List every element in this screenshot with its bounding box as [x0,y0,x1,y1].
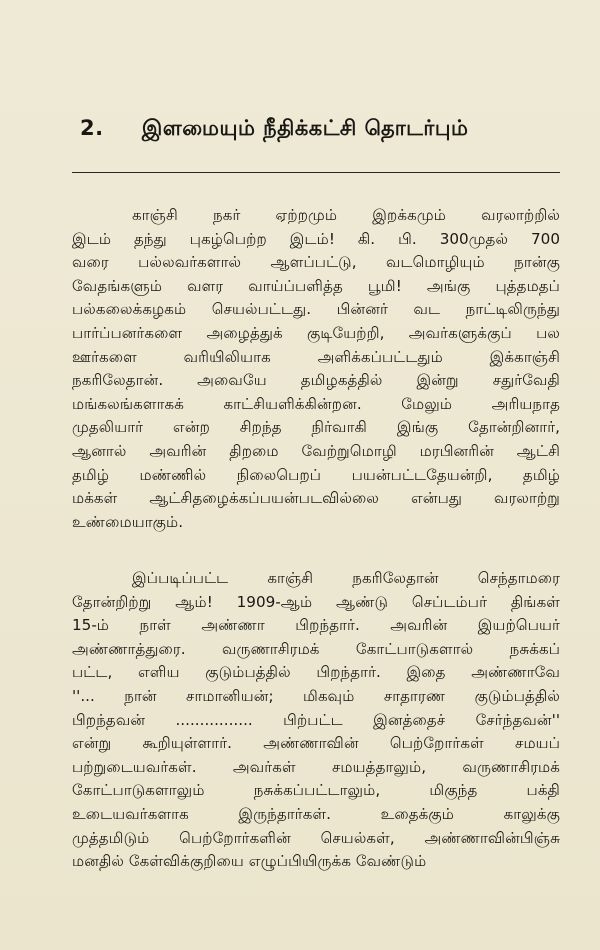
text-line: ஆனால் அவரின் திறமை வேற்றுமொழி மரபினரின் ஆட்சி [72,441,560,460]
text-line: ''... நான் சாமானியன்; மிகவும் சாதாரண குடும்பத்தில் [72,686,560,705]
text-line: நகரிலேதான். அவையே தமிழகத்தில் இன்று சதுர்வேதி [72,371,560,390]
text-line: உடையவர்களாக இருந்தார்கள். உதைக்கும் காலுக்கு [72,804,560,823]
text-line: காஞ்சி நகர் ஏற்றமும் இறக்கமும் வரலாற்றில் [132,206,560,224]
text-line: முதலியார் என்ற சிறந்த நிர்வாகி இங்கு தோன்றினார், [72,418,560,437]
heading-rule [72,172,560,173]
text-line: பல்கலைக்கழகம் செயல்பட்டது. பின்னர் வட நாட்டிலிருந்து [72,300,560,319]
text-line: தோன்றிற்று ஆம்! 1909-ஆம் ஆண்டு செப்டம்பர் திங்கள் [72,592,560,611]
text-line: வேதங்களும் வளர வாய்ப்பளித்த பூமி! அங்கு புத்தமதப் [72,276,560,295]
paragraph [72,204,560,534]
text-line: கோட்பாடுகளாலும் நசுக்கப்பட்டாலும், மிகுந்த பக்தி [72,781,560,800]
text-line: பட்ட, எளிய குடும்பத்தில் பிறந்தார். இதை அண்ணாவே [72,663,560,682]
text-line: பார்ப்பனர்களை அழைத்துக் குடியேற்றி, அவர்களுக்குப் பல [72,323,560,342]
text-line: மக்கள் ஆட்சிதழைக்கப்பயன்படவில்லை என்பது வரலாற்று [72,489,560,508]
text-line: பற்றுடையவர்கள். அவர்கள் சமயத்தாலும், வருணாசிரமக் [72,757,560,776]
text-line: வரை பல்லவர்களால் ஆளப்பட்டு, வடமொழியும் நான்கு [72,253,560,272]
text-line: மங்கலங்களாகக் காட்சியளிக்கின்றன. மேலும் அரியநாத [72,394,560,413]
chapter-title: இளமையும் நீதிக்கட்சி தொடர்பும் [141,116,469,140]
text-line: இடம் தந்து புகழ்பெற்ற இடம்! கி. பி. 300முதல் 700 [72,229,560,248]
text-line: மனதில் கேள்விக்குறியை எழுப்பியிருக்க வேண்டும் [72,852,427,871]
text-line: முத்தமிடும் பெற்றோர்களின் செயல்கள், அண்ணாவின்பிஞ்சு [72,828,560,847]
text-line: 15-ம் நாள் அண்ணா பிறந்தார். அவரின் இயற்பெயர் [72,616,560,635]
text-line: அண்ணாத்துரை. வருணாசிரமக் கோட்பாடுகளால் நசுக்கப் [72,639,560,658]
text-line: உண்மையாகும். [72,512,184,531]
text-line: தமிழ் மண்ணில் நிலைபெறப் பயன்பட்டதேயன்றி, தமிழ் [72,465,560,484]
text-line: ஊர்களை வரியிலியாக அளிக்கப்பட்டதும் இக்காஞ்சி [72,347,560,366]
paragraph [72,567,560,874]
chapter-number: 2. [80,116,104,140]
text-line: பிறந்தவன் ................ பிற்பட்ட இனத்தைச் சேர்ந்தவன்'' [72,710,560,729]
text-line: இப்படிப்பட்ட காஞ்சி நகரிலேதான் செந்தாமரை [132,569,560,587]
text-line: என்று கூறியுள்ளார். அண்ணாவின் பெற்றோர்கள் சமயப் [72,734,560,753]
chapter-heading [72,0,560,150]
